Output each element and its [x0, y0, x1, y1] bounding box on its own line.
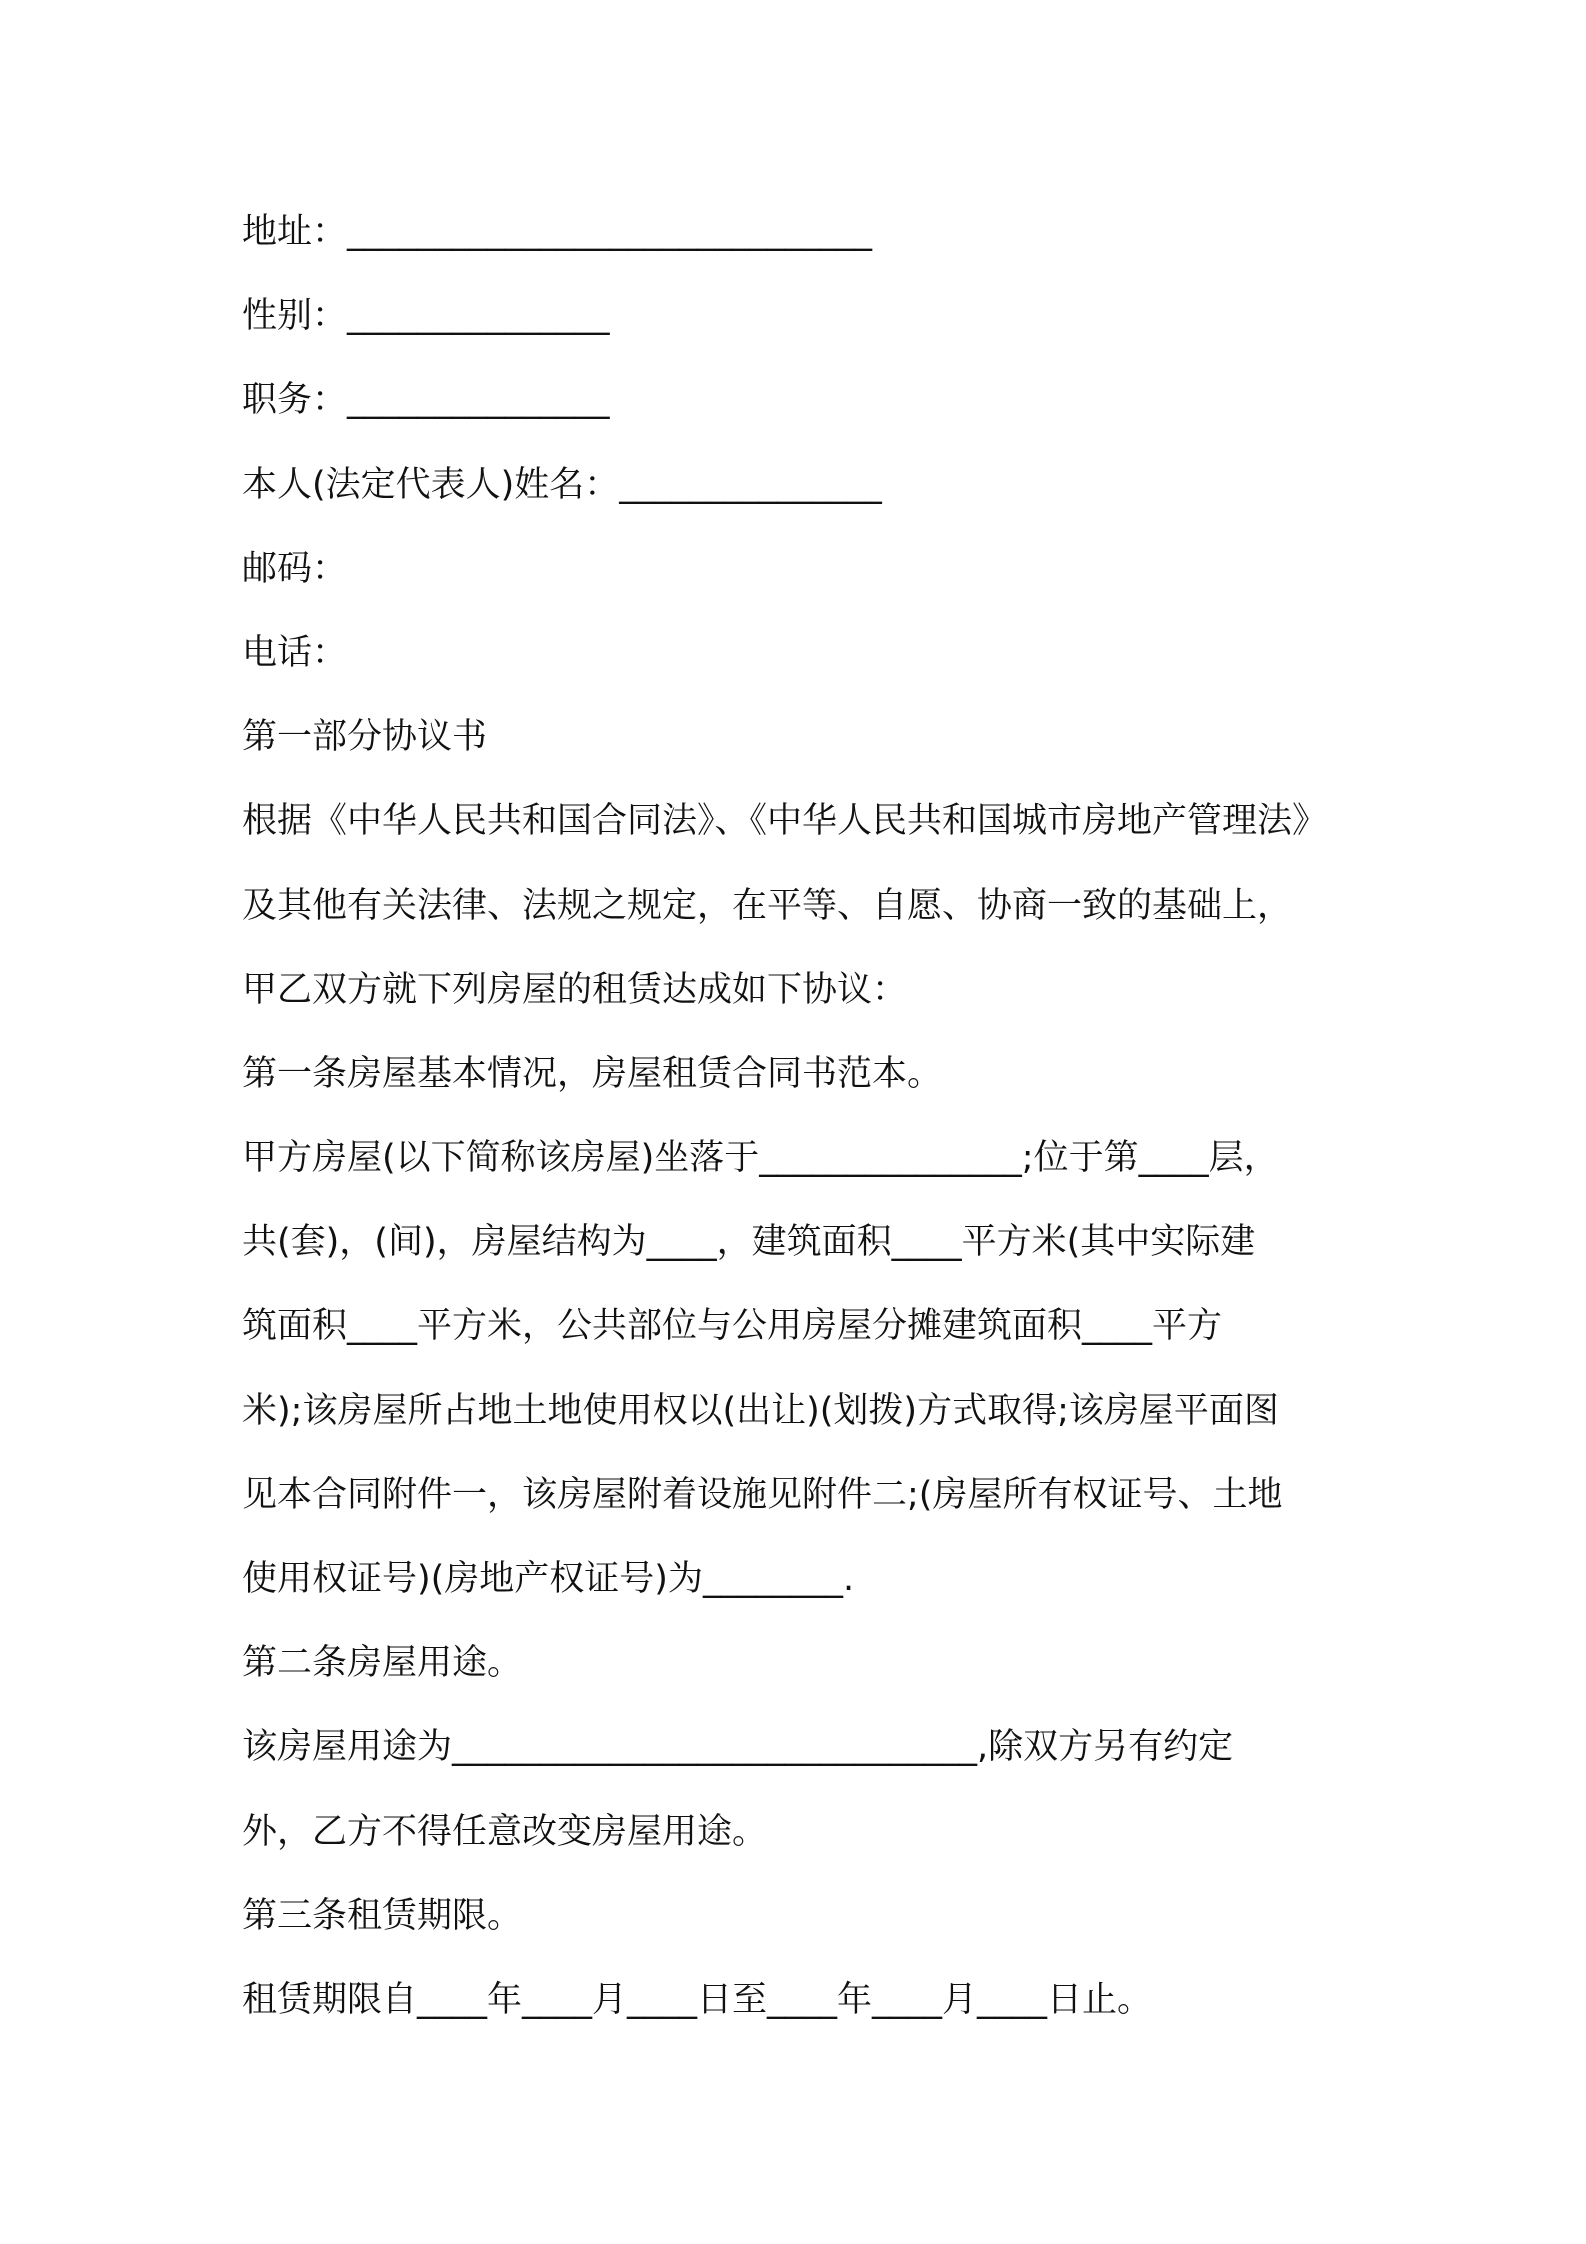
paragraph-line: 筑面积____平方米，公共部位与公用房屋分摊建筑面积____平方 [242, 1306, 1223, 1347]
representative-name-line: 本人(法定代表人)姓名：_______________ [242, 464, 882, 505]
phone-line: 电话： [242, 632, 348, 673]
paragraph-line: 甲乙双方就下列房屋的租赁达成如下协议： [242, 969, 908, 1010]
position-field-line: 职务：_______________ [242, 380, 610, 421]
article-heading-1: 第一条房屋基本情况，房屋租赁合同书范本。 [242, 1053, 943, 1094]
section-heading-agreement: 第一部分协议书 [242, 717, 488, 758]
paragraph-line: 及其他有关法律、法规之规定，在平等、自愿、协商一致的基础上， [242, 885, 1293, 926]
paragraph-line: 甲方房屋(以下简称该房屋)坐落于_______________;位于第____层， [242, 1138, 1279, 1179]
paragraph-line: 使用权证号)(房地产权证号)为________. [242, 1559, 855, 1599]
postcode-line: 邮码： [242, 548, 348, 589]
paragraph-line: 外，乙方不得任意改变房屋用途。 [242, 1811, 768, 1852]
gender-field-line: 性别：_______________ [242, 296, 610, 337]
address-field-line: 地址：______________________________ [242, 212, 873, 252]
article-heading-3: 第三条租赁期限。 [242, 1895, 523, 1936]
paragraph-line: 见本合同附件一，该房屋附着设施见附件二;(房屋所有权证号、土地 [242, 1474, 1283, 1515]
document-body [242, 205, 1362, 2057]
paragraph-line: 米);该房屋所占地土地使用权以(出让)(划拨)方式取得;该房屋平面图 [242, 1390, 1279, 1431]
article-heading-2: 第二条房屋用途。 [242, 1643, 523, 1684]
paragraph-line: 共(套)，(间)，房屋结构为____，建筑面积____平方米(其中实际建 [242, 1222, 1256, 1263]
lease-term-line: 租赁期限自____年____月____日至____年____月____日止。 [242, 1979, 1153, 2020]
paragraph-line: 根据《中华人民共和国合同法》、《中华人民共和国城市房地产管理法》 [242, 801, 1328, 842]
paragraph-line: 该房屋用途为______________________________,除双方另有约定 [242, 1727, 1234, 1768]
